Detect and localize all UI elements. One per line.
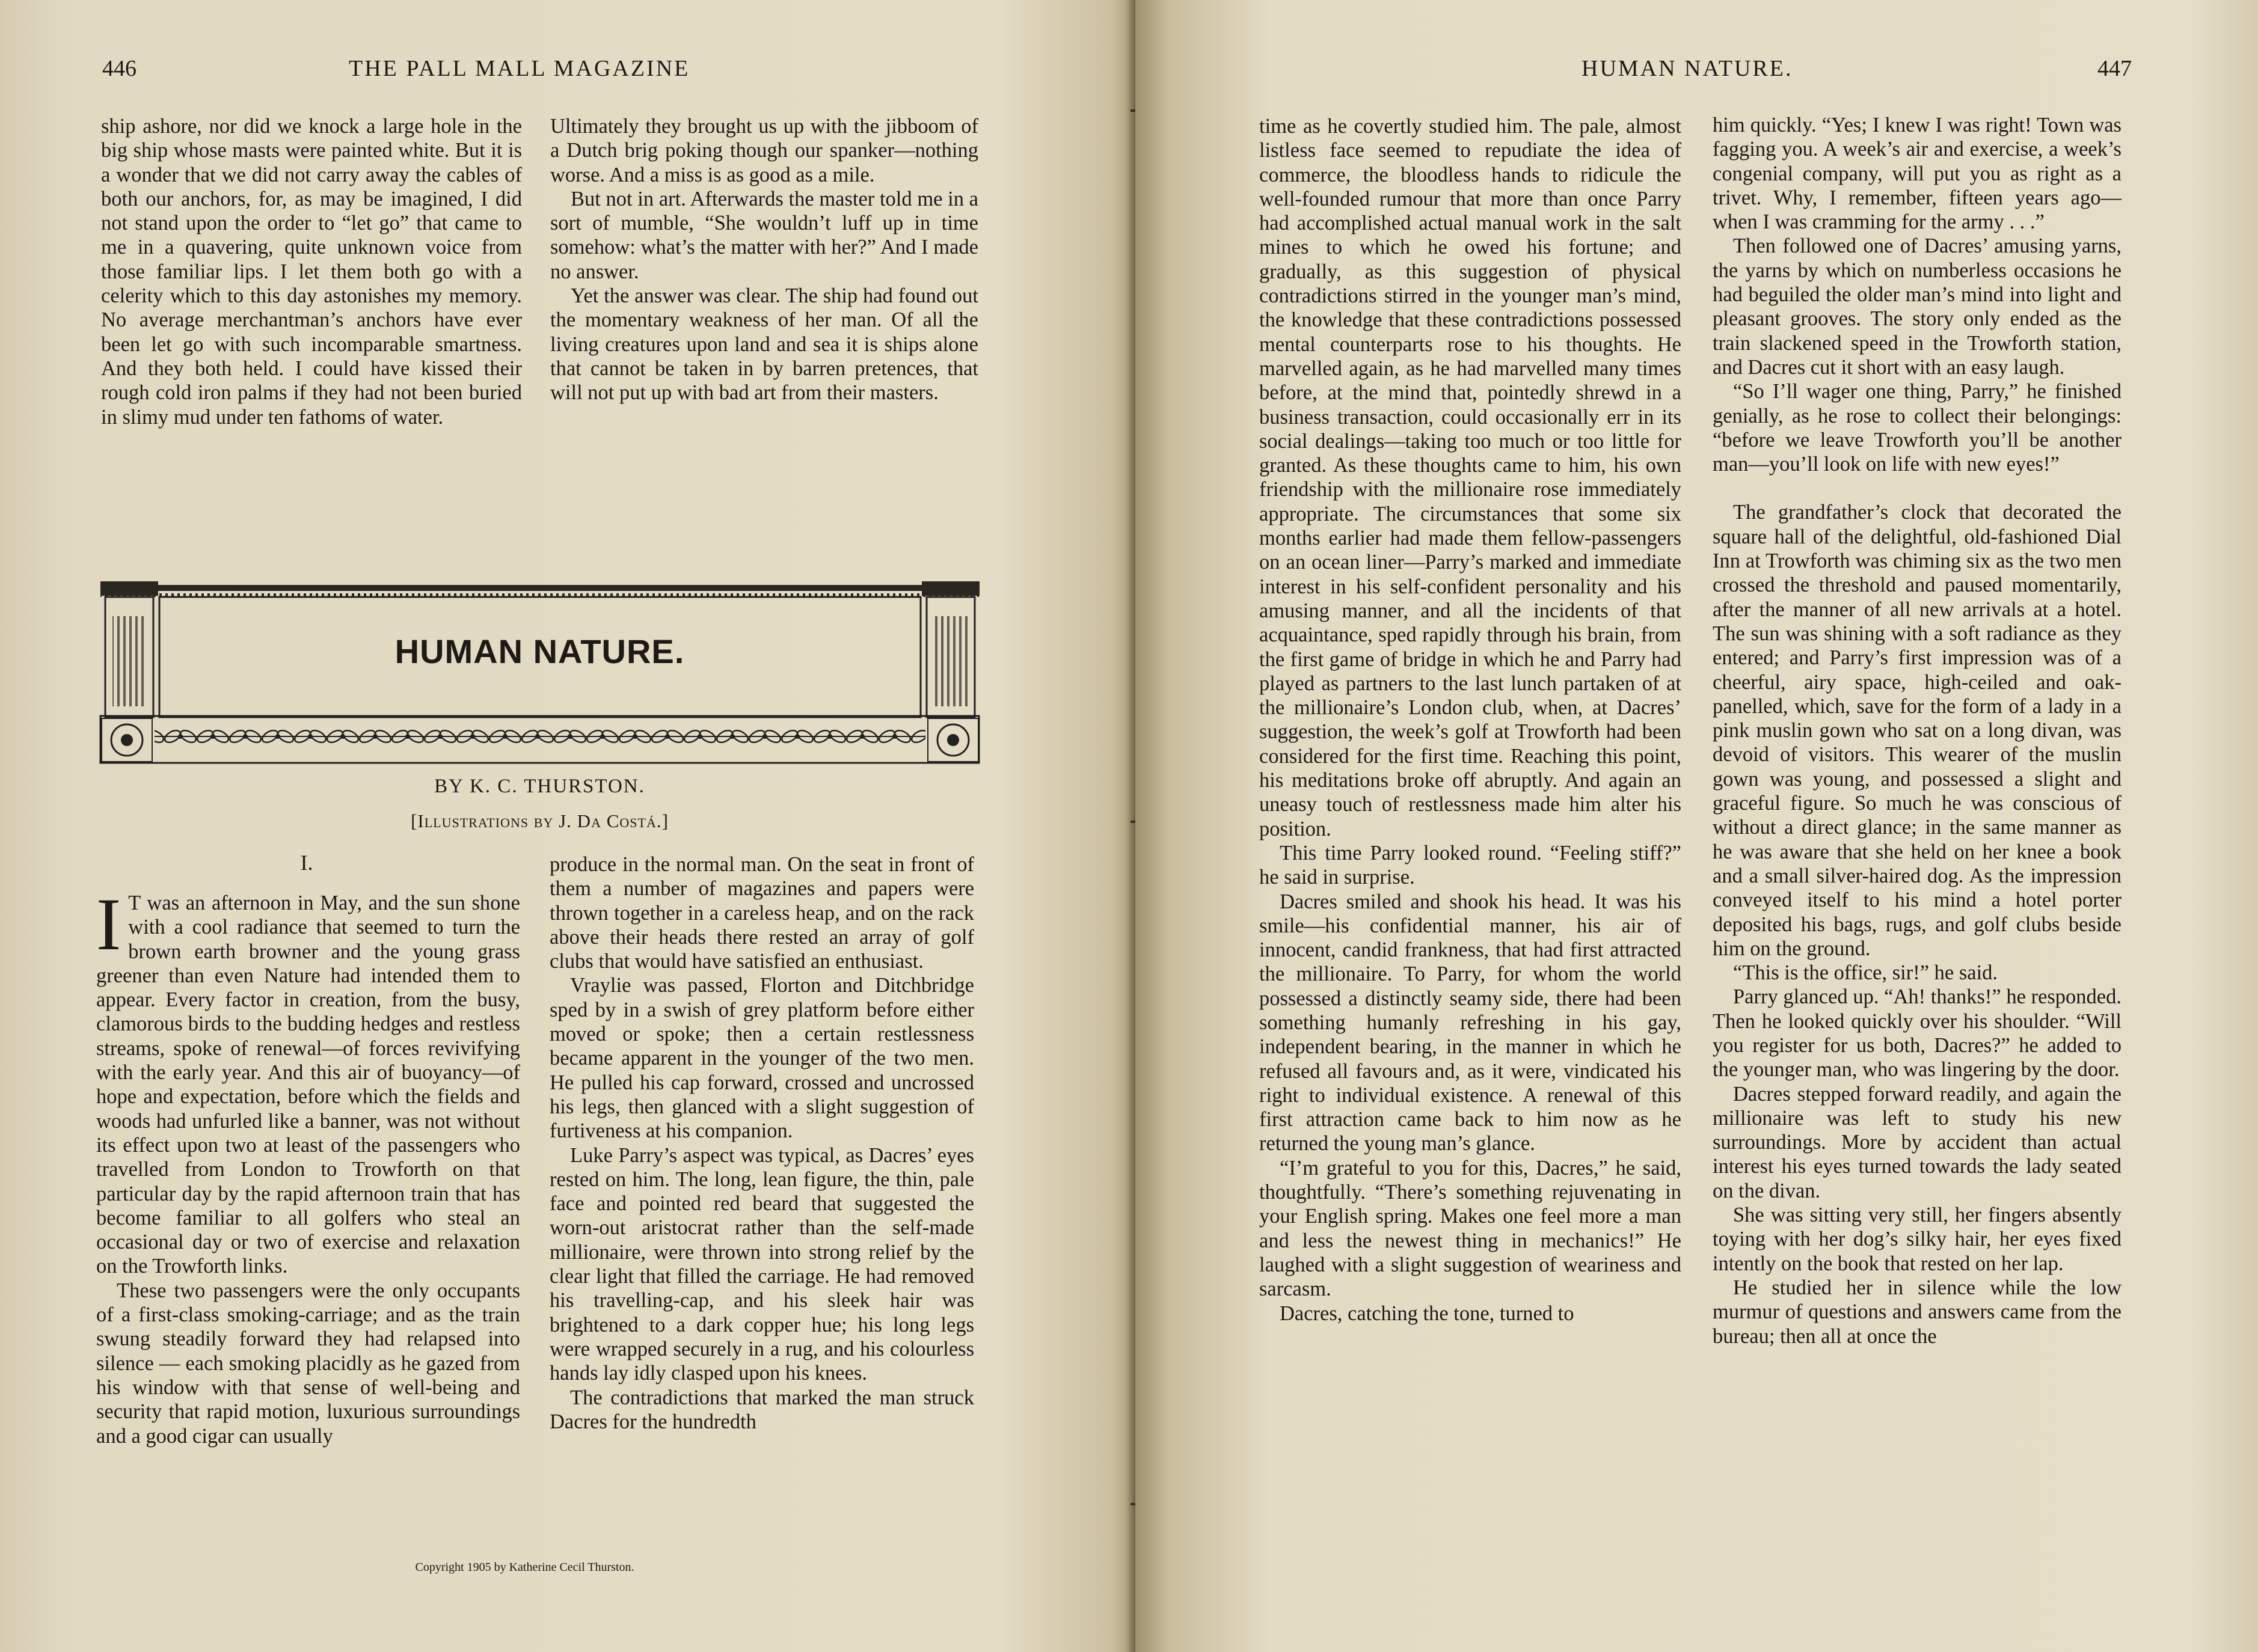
paragraph: The contradictions that marked the man struck Dacres for the hundredth bbox=[550, 1386, 974, 1433]
paragraph: Dacres stepped forward readily, and again the millionaire was left to study his new surroundings. More by accident than actual interest his eyes turned towards the lady seated on the divan. bbox=[1713, 1082, 2121, 1202]
paragraph: The grandfather’s clock that decorated the square hall of the delightful, old-fashioned Dial Inn at Trowforth was chiming six as the two men crossed the threshold and paused momentarily, after the manner of all new arrivals at a hotel. The sun was shining with a soft radiance as they entered; and Parry’s first impression was of a cheerful, airy space, high-ceiled and oak-panelled, which, save for the form of a lady in a pink muslin gown who sat on a long divan, was devoid of visitors. This wearer of the muslin gown was young, and possessed a slight and graceful figure. So much he was conscious of without a direct glance; in the same manner as he was aware that she held on her knee a book and a small silver-haired dog. As the impression conveyed itself to his mind a hotel porter deposited his bags, rugs, and golf clubs beside him on the ground. bbox=[1713, 501, 2121, 960]
paragraph: “So I’ll wager one thing, Parry,” he finished genially, as he rose to collect their belongings: “before we leave Trowforth you’ll be another man—you’ll look on life with new eyes!” bbox=[1713, 380, 2121, 476]
drop-cap: I bbox=[96, 883, 121, 965]
article-title: HUMAN NATURE. bbox=[394, 632, 685, 670]
opening-text: T was an afternoon in May, and the sun shone with a cool radiance that seemed to turn the brown earth browner and the young grass greener than even Nature had intended them to appear. Every factor in creation, from the busy, clamorous birds to the budding hedges and restless streams, spoke of renewal—of forces revivifying with the early year. And this air of buoyancy—of hope and expectation, before which the fields and woods had unfurled like a banner, was not without its effect upon two at least of the passengers who travelled from London to Trowforth on that particular day by the rapid afternoon train that has become familiar to all golfers who steal an occasional day or two of exercise and relaxation on the Trowforth links. bbox=[96, 892, 520, 1278]
opening-paragraph bbox=[96, 883, 520, 1279]
paragraph: Parry glanced up. “Ah! thanks!” he responded. Then he looked quickly over his shoulder. “Will you register for us both, Dacres?” he added to the younger man, who was lingering by the door. bbox=[1713, 985, 2121, 1081]
paragraph: Dacres, catching the tone, turned to bbox=[1280, 1302, 1574, 1325]
story-column-2 bbox=[550, 852, 974, 1434]
paragraph: Vraylie was passed, Florton and Ditchbridge sped by in a swish of grey platform before either moved or spoke; then a certain restlessness became apparent in the younger of the two men. He pulled his cap forward, crossed and uncrossed his legs, then glanced with a slight suggestion of furtiveness at his companion. bbox=[550, 974, 974, 1143]
byline: BY K. C. THURSTON. bbox=[434, 776, 645, 797]
paragraph: produce in the normal man. On the seat in front of them a number of magazines and papers were thrown together in a careless heap, and on the rack above their heads there rested an array of golf clubs that would have satisfied an enthusiast. bbox=[550, 853, 974, 973]
right-page bbox=[1135, 0, 2258, 1652]
copyright-notice: Copyright 1905 by Katherine Cecil Thurston. bbox=[415, 1561, 634, 1574]
right-folio: 447 bbox=[2097, 56, 2132, 81]
paragraph: “I’m grateful to you for this, Dacres,” he said, thoughtfully. “There’s something rejuvenating in your English spring. Makes one feel more a man and less the newest thing in mechanics!” He laughed with a slight suggestion of weariness and sarcasm. bbox=[1259, 1156, 1681, 1301]
paragraph: This time Parry looked round. “Feeling stiff?” he said in surprise. bbox=[1259, 841, 1681, 889]
right-column-1 bbox=[1259, 114, 1681, 1326]
top-column-2 bbox=[550, 114, 978, 405]
paragraph: These two passengers were the only occupants of a first-class smoking-carriage; and as the train swung steadily forward they had relapsed into silence — each smoking placidly as he gazed from his window with that sense of well-being and security that rapid motion, luxurious surroundings and a good cigar can usually bbox=[96, 1279, 520, 1448]
paragraph: He studied her in silence while the low murmur of questions and answers came from the bureau; then all at once the bbox=[1713, 1276, 2121, 1348]
paragraph: time as he covertly studied him. The pale, almost listless face seemed to repudiate the idea of commerce, the bloodless hands to ridicule the well-founded rumour that more than once Parry had accomplished actual manual work in the salt mines to which he owed his fortune; and gradually, as this suggestion of physical contradictions stirred in the younger man’s mind, the knowledge that these contradictions possessed mental counterparts rose to his thoughts. He marvelled again, as he had marvelled many times before, at the mind that, pointedly shrewd in a business transaction, could occasionally err in its social dealings—taking too much or too little for granted. As these thoughts came to him, his own friendship with the millionaire rose immediately appropriate. The circumstances that some six months earlier had made them fellow-passengers on an ocean liner—Parry’s marked and immediate interest in his self-confident personality and his amusing manner, and all the incidents of that acquaintance, sped rapidly through his brain, from the first game of bridge in which he and Parry had played as partners to the last lunch partaken of at the millionaire’s London club, when, at Dacres’ suggestion, the week’s golf at Trowforth had been considered for the first time. Reaching this point, his meditations broke off abruptly. And again an uneasy touch of restlessness made him alter his position. bbox=[1259, 115, 1681, 840]
paragraph: him quickly. “Yes; I knew I was right! Town was fagging you. A week’s air and exercise, a week’s congenial company, will put you as right as a trivet. Why, I remember, fifteen years ago—when I was cramming for the army . . .” bbox=[1713, 114, 2121, 234]
left-folio: 446 bbox=[102, 56, 137, 81]
paragraph: Ultimately they brought us up with the jibboom of a Dutch brig poking though our spanker—nothing worse. And a miss is as good as a mile. bbox=[550, 115, 978, 186]
top-column-1 bbox=[101, 114, 522, 429]
paragraph: “This is the office, sir!” he said. bbox=[1733, 961, 1998, 985]
paragraph: But not in art. Afterwards the master told me in a sort of mumble, “She wouldn’t luff up in time somehow: what’s the matter with her?” And I made no answer. bbox=[550, 187, 978, 283]
paragraph: Yet the answer was clear. The ship had found out the momentary weakness of her man. Of all the living creatures upon land and sea it is ships alone that cannot be taken in by barren pretences, that will not put up with bad art from their masters. bbox=[550, 284, 978, 405]
paragraph: Then followed one of Dacres’ amusing yarns, the yarns by which on numberless occasions he had beguiled the older man’s mind into light and pleasant grooves. The story only ended as the train slackened speed in the Trowforth station, and Dacres cut it short with an easy laugh. bbox=[1713, 234, 2121, 379]
paragraph: ship ashore, nor did we knock a large hole in the big ship whose masts were painted white. But it is a wonder that we did not carry away the cables of both our anchors, for, as may be imagined, I did not stand upon the order to “let go” that came to me in a quavering, quite unknown voice from those familiar lips. I let them both go with a celerity which to this day astonishes my memory. No average merchantman’s anchors have ever been let go with such incomparable smartness. And they both held. I could have kissed their rough cold iron palms if they had not been buried in slimy mud under ten fathoms of water. bbox=[101, 115, 522, 429]
title-headpiece bbox=[99, 574, 980, 764]
section-number: I. bbox=[300, 851, 313, 875]
left-running-head: THE PALL MALL MAGAZINE bbox=[349, 56, 690, 81]
paragraph: Luke Parry’s aspect was typical, as Dacres’ eyes rested on him. The long, lean figure, the thin, pale face and pointed red beard that suggested the worn-out aristocrat rather than the self-made millionaire, were thrown into strong relief by the clear light that filled the carriage. He had removed his travelling-cap, and his sleek hair was brightened to a dark copper hue; his long legs were wrapped securely in a rug, and his colourless hands lay idly clasped upon his knees. bbox=[550, 1143, 974, 1385]
paragraph: Dacres smiled and shook his head. It was his smile—his confidential manner, his air of innocent, candid frankness, that had first attracted the millionaire. To Parry, for whom the world possessed a distinctly seamy side, there had been something humanly refreshing in his gay, independent bearing, in the manner in which he refused all favours and, as it were, vindicated his right to individual existence. A renewal of this first attraction came back to him now as he returned the young man’s glance. bbox=[1259, 890, 1681, 1155]
story-column-1 bbox=[96, 883, 520, 1448]
right-column-2 bbox=[1713, 113, 2121, 1348]
paragraph: She was sitting very still, her fingers absently toying with her dog’s silky hair, her eyes fixed intently on the book that rested on her lap. bbox=[1713, 1204, 2121, 1275]
illustrations-credit: [Illustrations by J. Da Costá.] bbox=[411, 810, 669, 831]
right-running-head: HUMAN NATURE. bbox=[1582, 56, 1793, 81]
